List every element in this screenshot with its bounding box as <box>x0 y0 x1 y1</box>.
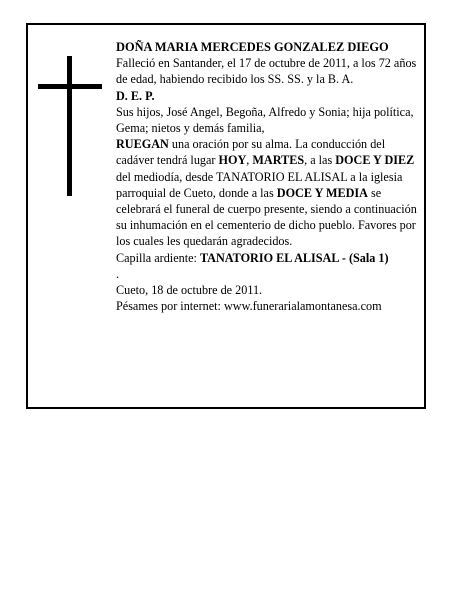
ceremony-text-1: una oración por su alma. La conducción del cadáver tendrá lugar <box>116 137 386 168</box>
comma-text: , <box>246 153 253 168</box>
ceremony-details <box>116 136 424 249</box>
pesames-line: Pésames por internet: www.funerarialamontanesa.com <box>116 299 382 314</box>
ceremony-text-4: se celebrará el funeral de cuerpo presente, siendo a continuación su inhumación en el cementerio de dicho pueblo. Favores por los cuales les quedarán agradecidos. <box>116 185 417 249</box>
martes-text: MARTES <box>252 153 305 168</box>
death-announcement: Falleció en Santander, el 17 de octubre de 2011, a los 72 años de edad, habiendo recibido los SS. SS. y la B. A. <box>116 56 417 87</box>
period-line: . <box>116 266 120 281</box>
cross-icon <box>67 56 72 196</box>
dep-line: D. E. P. <box>116 88 155 103</box>
cross-icon-bar <box>38 84 102 89</box>
deceased-name: DOÑA MARIA MERCEDES GONZALEZ DIEGO <box>116 40 389 54</box>
doce-y-media-text: DOCE Y MEDIA <box>276 185 368 200</box>
ruegan-text: RUEGAN <box>116 137 169 152</box>
capilla-label: Capilla ardiente: <box>116 250 200 265</box>
ceremony-text-2: , a las <box>304 153 336 168</box>
date-line: Cueto, 18 de octubre de 2011. <box>116 283 263 298</box>
obituary-notice <box>26 23 426 409</box>
capilla-line <box>116 250 424 266</box>
notice-text <box>116 39 424 314</box>
ceremony-text-3: del mediodía, desde TANATORIO EL ALISAL a la iglesia parroquial de Cueto, donde a las <box>116 169 403 200</box>
doce-y-diez-text: DOCE Y DIEZ <box>335 153 415 168</box>
capilla-value: TANATORIO EL ALISAL - (Sala 1) <box>199 250 389 265</box>
family-line: Sus hijos, José Angel, Begoña, Alfredo y Sonia; hija política, Gema; nietos y demás familia, <box>116 104 414 136</box>
hoy-text: HOY <box>218 153 247 168</box>
